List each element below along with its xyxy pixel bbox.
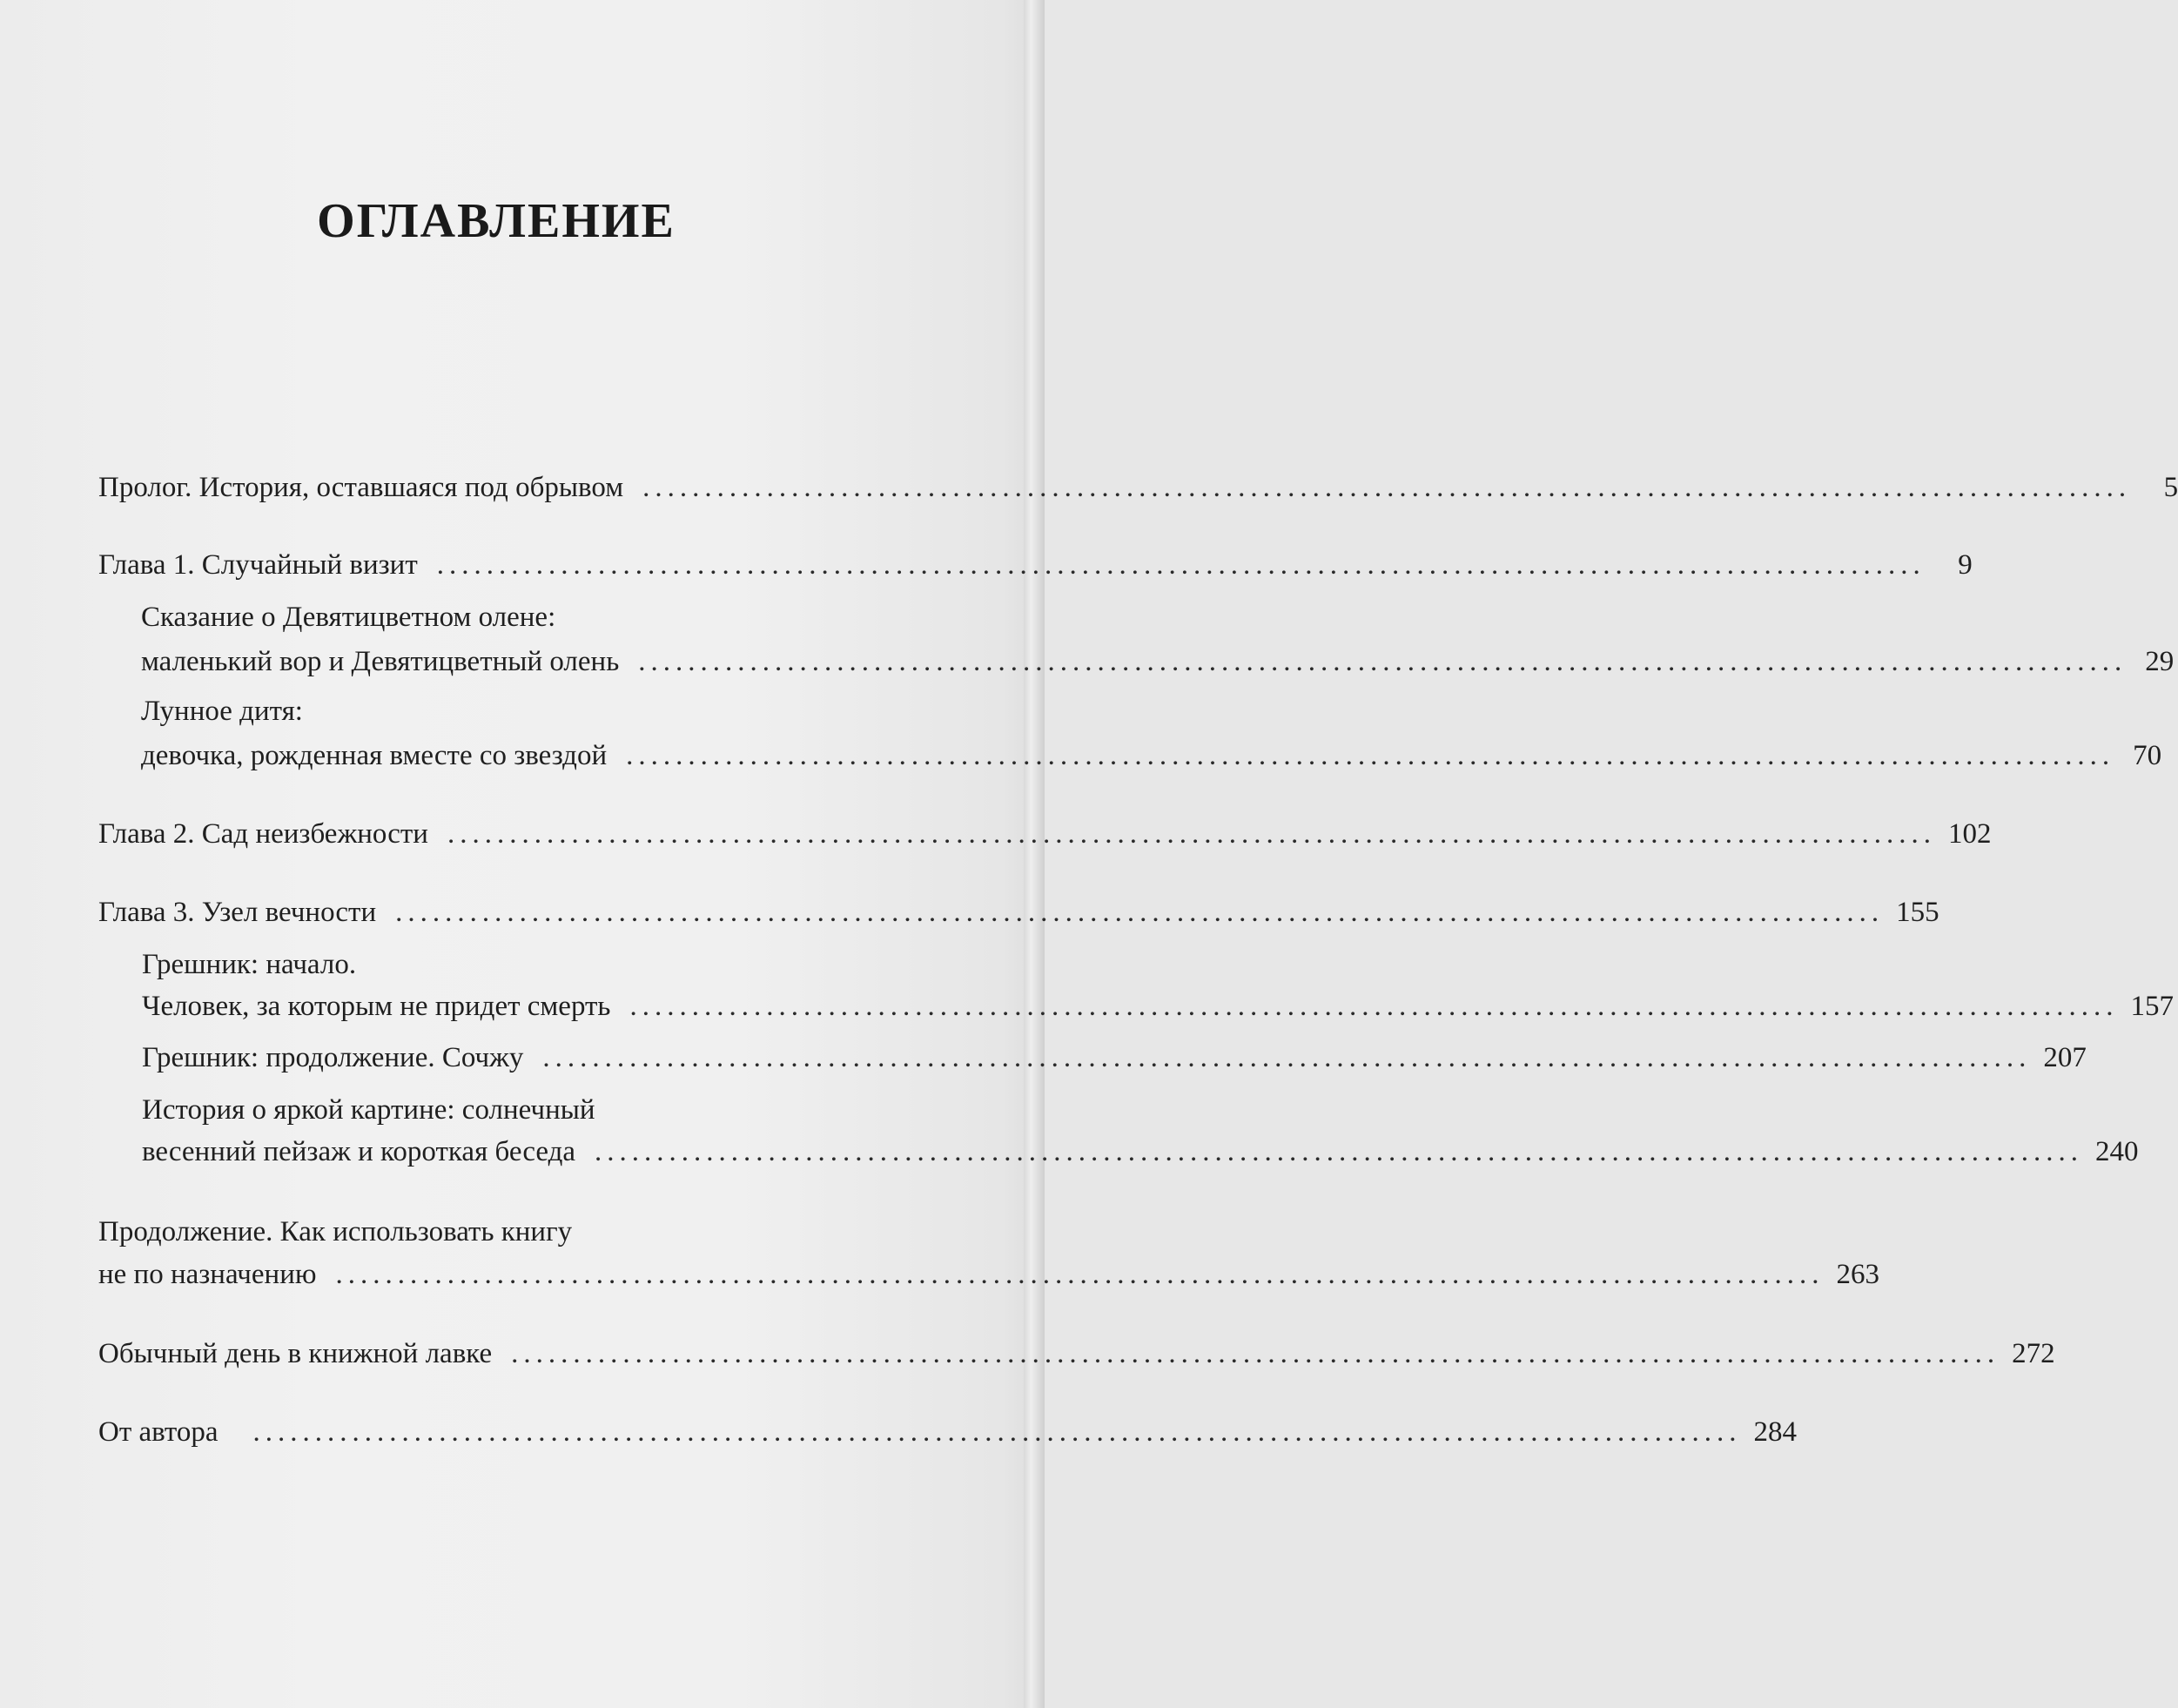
toc-page-number: 207	[2043, 1042, 2087, 1073]
toc-entry-deer-tale[interactable]	[141, 602, 2175, 690]
toc-leader-dots: ........................................................................................................................	[642, 472, 2132, 503]
toc-page-number: 9	[1958, 549, 1973, 581]
page-title: ОГЛАВЛЕНИЕ	[317, 194, 676, 248]
toc-entry-title: Пролог. История, оставшаяся под обрывом	[98, 472, 624, 503]
toc-page-number: 102	[1947, 818, 1992, 850]
toc-entry-title-line: История о яркой картине: солнечный	[142, 1094, 595, 1126]
toc-leader-dots: ........................................................................................................................	[629, 991, 2119, 1022]
toc-page-number: 263	[1836, 1259, 1880, 1290]
toc-entry-bright-picture[interactable]	[142, 1094, 2139, 1183]
toc-leader-dots: ........................................................................................................................	[542, 1042, 2032, 1073]
toc-entry-title: весенний пейзаж и короткая беседа	[142, 1136, 576, 1167]
toc-page-number: 157	[2130, 991, 2174, 1022]
toc-leader-dots: ........................................................................................................................	[395, 897, 1885, 928]
toc-entry-ordinary-day[interactable]	[98, 1338, 2055, 1375]
toc-entry-chapter-3[interactable]	[98, 897, 1939, 933]
toc-page-number: 29	[2145, 646, 2175, 677]
toc-leader-dots: ........................................................................................................................	[252, 1416, 1742, 1448]
toc-page-number: 155	[1896, 897, 1939, 928]
toc-entry-sinner-beginning[interactable]	[142, 949, 2174, 1038]
toc-entry-title: Глава 2. Сад неизбежности	[98, 818, 428, 850]
toc-leader-dots: ........................................................................................................................	[335, 1259, 1825, 1290]
toc-entry-continuation[interactable]	[98, 1216, 1880, 1305]
toc-page-number: 240	[2095, 1136, 2139, 1167]
toc-entry-title: Глава 3. Узел вечности	[98, 897, 377, 928]
toc-entry-chapter-2[interactable]	[98, 818, 1992, 855]
toc-entry-title: девочка, рожденная вместе со звездой	[141, 740, 608, 771]
toc-entry-chapter-1[interactable]	[98, 549, 1973, 586]
toc-entry-title-line: Продолжение. Как использовать книгу	[98, 1216, 573, 1247]
toc-entry-title: Грешник: продолжение. Сочжу	[142, 1042, 524, 1073]
toc-entry-title-line: Сказание о Девятицветном олене:	[141, 602, 556, 633]
toc-page-number: 284	[1753, 1416, 1798, 1448]
toc-entry-title-line: Лунное дитя:	[141, 696, 303, 727]
toc-leader-dots: ........................................................................................................................	[436, 549, 1926, 581]
toc-leader-dots: ........................................................................................................................	[595, 1136, 2084, 1167]
toc-leader-dots: ........................................................................................................................	[511, 1338, 2000, 1369]
toc-entry-title: маленький вор и Девятицветный олень	[141, 646, 620, 677]
toc-leader-dots: ........................................................................................................................	[638, 646, 2128, 677]
toc-leader-dots: ........................................................................................................................	[447, 818, 1936, 850]
toc-entry-from-author[interactable]	[98, 1416, 1798, 1453]
toc-entry-sinner-continuation[interactable]	[142, 1042, 2087, 1079]
toc-entry-title-line: Грешник: начало.	[142, 949, 357, 980]
toc-entry-prologue[interactable]	[98, 472, 2178, 508]
toc-page-number: 5	[2163, 472, 2178, 503]
toc-entry-title: Глава 1. Случайный визит	[98, 549, 418, 581]
toc-entry-title: Человек, за которым не придет смерть	[142, 991, 611, 1022]
toc-page-number: 70	[2133, 740, 2162, 771]
toc-leader-dots: ........................................................................................................................	[626, 740, 2115, 771]
toc-entry-moon-child[interactable]	[141, 696, 2162, 784]
toc-entry-title: От автора	[98, 1416, 218, 1448]
toc-entry-title: не по назначению	[98, 1259, 317, 1290]
toc-page-number: 272	[2012, 1338, 2055, 1369]
toc-entry-title: Обычный день в книжной лавке	[98, 1338, 493, 1369]
